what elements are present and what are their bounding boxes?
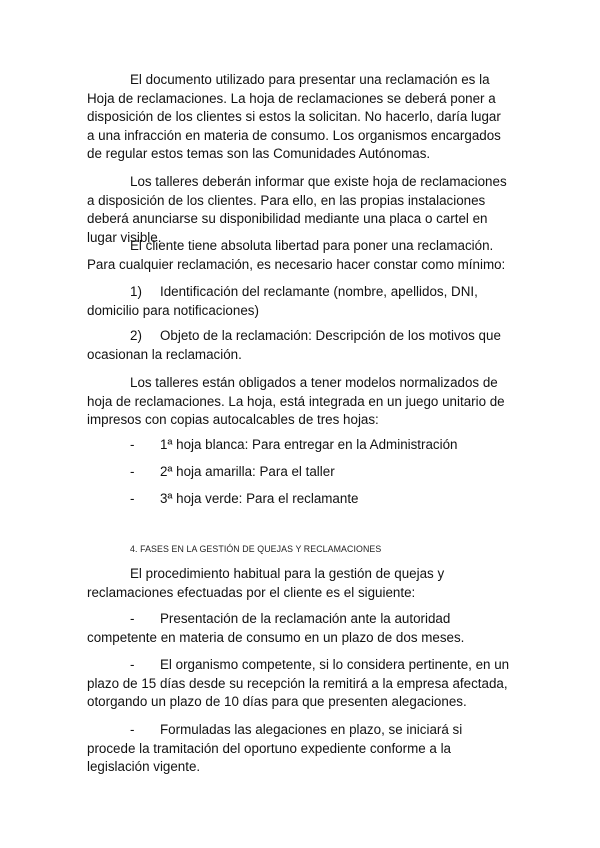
step-item-3: [87, 721, 511, 777]
list-marker: 2): [130, 328, 142, 343]
list-item-text: 1ª hoja blanca: Para entregar en la Administración: [160, 437, 458, 452]
list-marker: -: [130, 464, 135, 479]
sheet-item-1: [87, 436, 511, 455]
step-item-1: [87, 610, 511, 647]
paragraph-modelos-normalizados: Los talleres están obligados a tener modelos normalizados de hoja de reclamaciones. La hoja, está integrada en un juego unitario de impresos con copias autocalcables de tres hojas:: [87, 375, 505, 427]
numbered-item-1: [87, 283, 511, 320]
list-item-text: 2ª hoja amarilla: Para el taller: [160, 464, 335, 479]
list-item-text: Formuladas las alegaciones en plazo, se iniciará si procede la tramitación del oportuno expediente conforme a la legislación vigente.: [87, 722, 463, 774]
paragraph-hoja-reclamaciones: El documento utilizado para presentar una reclamación es la Hoja de reclamaciones. La hoja de reclamaciones se deberá poner a disposición de los clientes si estos la solicitan. No hacerlo, daría lugar a una infracción en materia de consumo. Los organismos encargados de regular estos temas son las Comunidades Autónomas.: [87, 72, 501, 161]
list-marker: -: [130, 611, 135, 626]
list-item-text: Identificación del reclamante (nombre, apellidos, DNI, domicilio para notificaciones): [87, 284, 478, 318]
step-item-2: [87, 656, 511, 712]
sheet-item-3: [87, 490, 511, 509]
sheet-item-2: [87, 463, 511, 482]
paragraph-talleres-informar: Los talleres deberán informar que existe hoja de reclamaciones a disposición de los clientes. Para ello, en las propias instalaciones deberá anunciarse su disponibilidad mediante una placa o cartel en lugar visible.: [87, 174, 507, 245]
list-item-text: El organismo competente, si lo considera pertinente, en un plazo de 15 días desde su recepción la remitirá a la empresa afectada, otorgando un plazo de 10 días para que presenten alegaciones.: [87, 657, 510, 709]
paragraph-cliente-libertad: El cliente tiene absoluta libertad para poner una reclamación. Para cualquier reclamación, es necesario hacer constar como mínimo:: [87, 238, 506, 272]
list-marker: -: [130, 722, 135, 737]
list-item-text: Presentación de la reclamación ante la autoridad competente en materia de consumo en un plazo de dos meses.: [87, 611, 465, 645]
list-marker: -: [130, 491, 135, 506]
list-marker: 1): [130, 284, 142, 299]
list-marker: -: [130, 437, 135, 452]
numbered-item-2: [87, 327, 511, 364]
list-marker: -: [130, 657, 135, 672]
section-heading: 4. FASES EN LA GESTIÓN DE QUEJAS Y RECLAMACIONES: [130, 544, 382, 554]
list-item-text: Objeto de la reclamación: Descripción de los motivos que ocasionan la reclamación.: [87, 328, 501, 362]
paragraph-procedimiento: El procedimiento habitual para la gestión de quejas y reclamaciones efectuadas por el cliente es el siguiente:: [87, 566, 445, 600]
list-item-text: 3ª hoja verde: Para el reclamante: [160, 491, 359, 506]
